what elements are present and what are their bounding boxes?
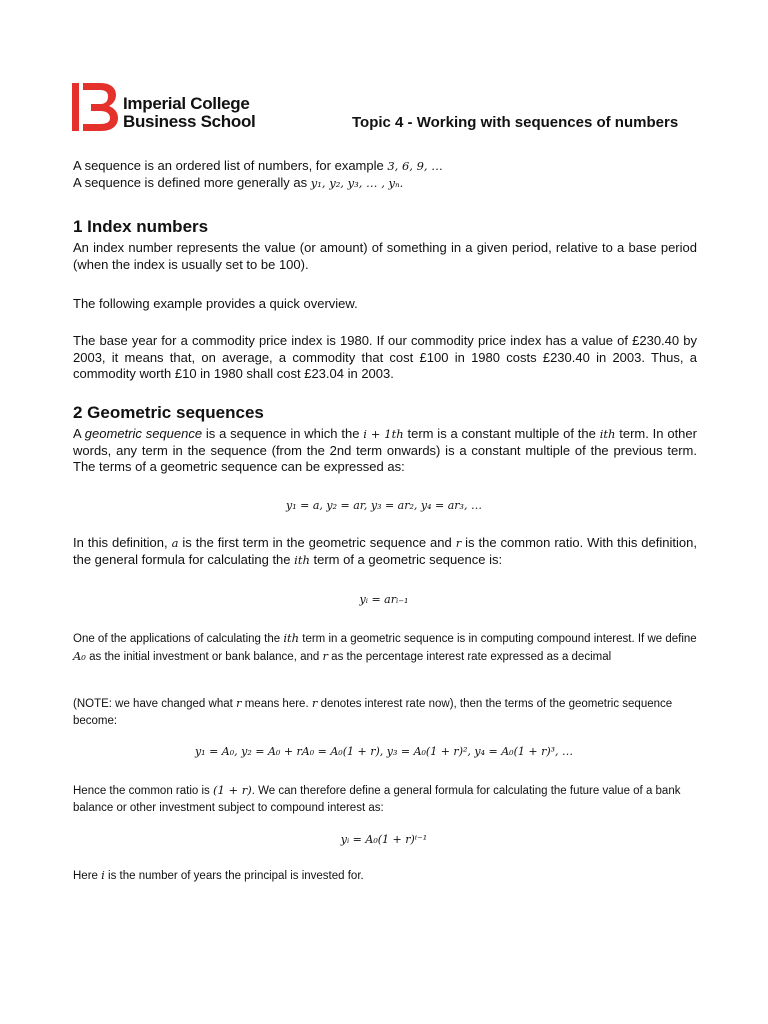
intro-line-1: A sequence is an ordered list of numbers, for example 3, 6, 9, … — [73, 158, 443, 173]
section-2-heading: 2 Geometric sequences — [73, 403, 264, 422]
equation-geometric-terms: y₁ = a, y₂ = ar, y₃ = ar₂, y₄ = ar₃, … — [286, 499, 482, 512]
section-1-paragraph-3: The base year for a commodity price index is 1980. If our commodity price index has a value of £230.40 by 2003, it means that, on average, a commodity that cost £100 in 1980 costs £230.40 in 2003. Thus, a commodity worth £10 in 1980 shall cost £23.04 in 2003. — [73, 333, 697, 381]
logo-b-mark — [72, 83, 118, 133]
intro-line-2: A sequence is defined more generally as y₁, y₂, y₃, … , yₙ. — [73, 175, 404, 190]
section-2-paragraph-1: A geometric sequence is a sequence in which the i + 1th term is a constant multiple of the ith term. In other words, any term in the sequence (from the 2nd term onwards) is a constant multiple of the previous term. The terms of a geometric sequence can be expressed as: — [73, 426, 697, 474]
document-title: Topic 4 - Working with sequences of numbers — [352, 114, 679, 131]
equation-future-value: yᵢ = A₀(1 + r)ⁱ⁻¹ — [340, 833, 428, 846]
section-1-paragraph-2: The following example provides a quick overview. — [73, 296, 358, 311]
logo — [72, 83, 272, 133]
section-2-paragraph-3: One of the applications of calculating the ith term in a geometric sequence is in computing compound interest. If we define A₀ as the initial investment or bank balance, and r as the percentage interest rate expressed as a decimal — [73, 631, 697, 663]
section-2-paragraph-2: In this definition, a is the first term in the geometric sequence and r is the common ratio. With this definition, the general formula for calculating the ith term of a geometric sequence is: — [73, 535, 697, 567]
section-1-paragraph-1: An index number represents the value (or amount) of something in a given period, relative to a base period (when the index is usually set to be 100). — [73, 240, 697, 272]
equation-compound-terms: y₁ = A₀, y₂ = A₀ + rA₀ = A₀(1 + r), y₃ = A₀(1 + r)², y₄ = A₀(1 + r)³, … — [194, 745, 574, 758]
section-2-paragraph-6: Here i is the number of years the principal is invested for. — [73, 868, 364, 882]
section-2-paragraph-5: Hence the common ratio is (1 + r). We can therefore define a general formula for calculating the future value of a bank balance or other investment subject to compound interest as: — [73, 783, 681, 814]
section-2-paragraph-4: (NOTE: we have changed what r means here. r denotes interest rate now), then the terms of the geometric sequence become: — [73, 696, 673, 727]
section-1-heading: 1 Index numbers — [73, 217, 209, 236]
logo-line-2: Business School — [123, 112, 256, 131]
equation-general-term: yᵢ = arᵢ₋₁ — [359, 593, 409, 606]
logo-line-1: Imperial College — [123, 94, 250, 113]
logo-wordmark — [123, 95, 255, 131]
